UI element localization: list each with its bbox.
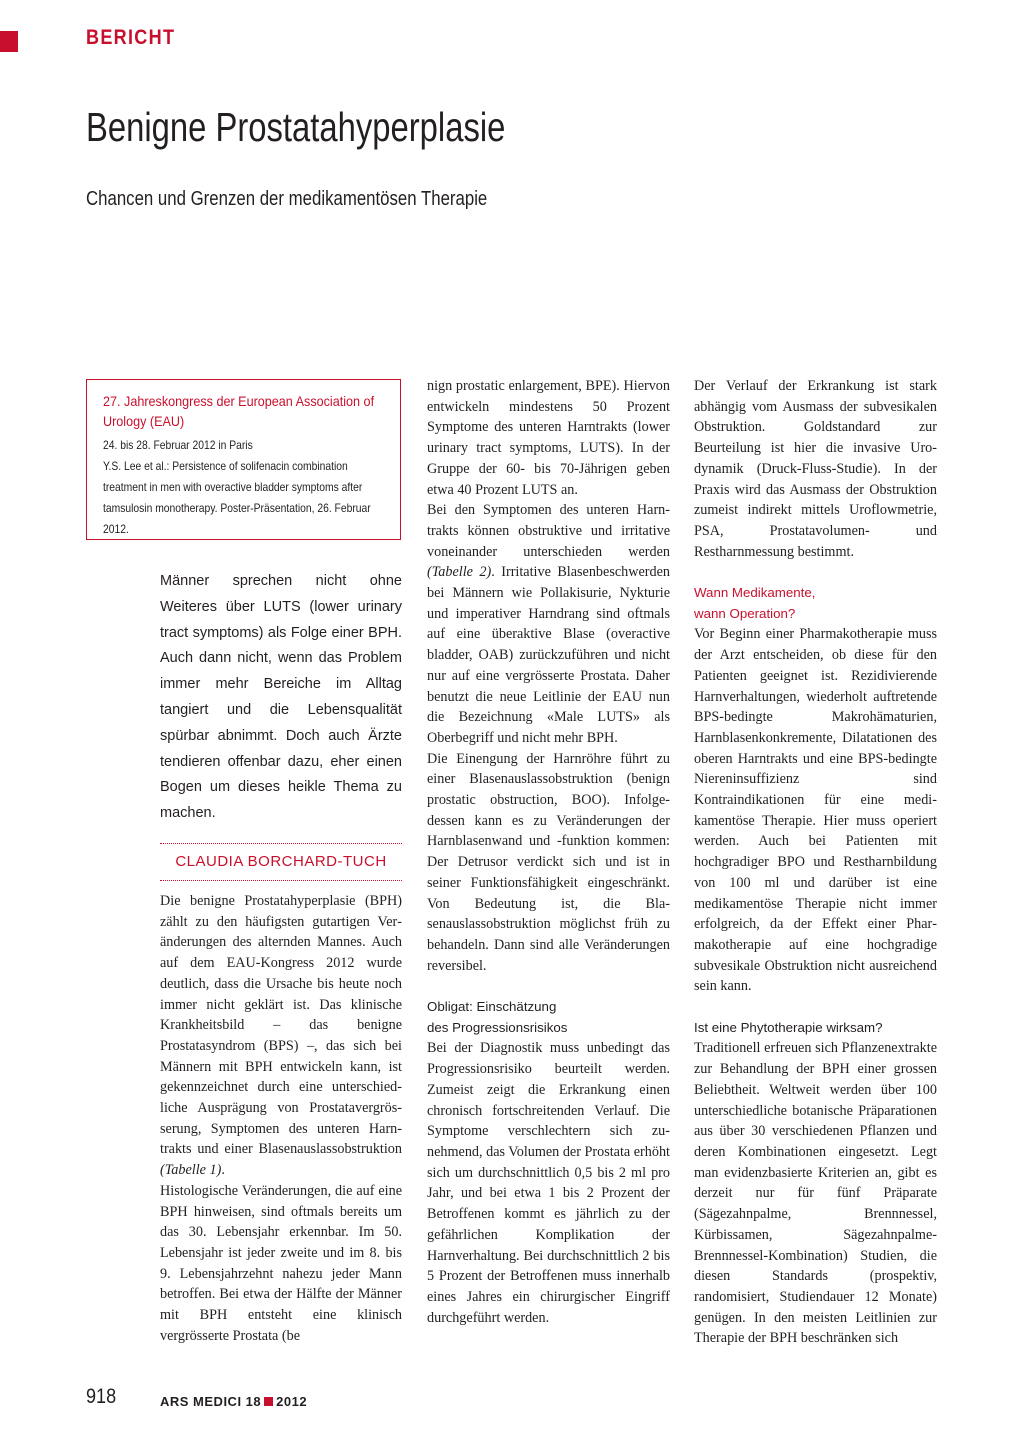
infobox-date: 24. bis 28. Februar 2012 in Paris (103, 438, 253, 452)
section-label: BERICHT (86, 26, 176, 49)
article-title: Benigne Prostatahyperplasie (86, 104, 506, 150)
table-reference: (Tabelle 2) (427, 564, 492, 581)
subheading: Obligat: Einschätzung des Progressionsrisikos (427, 999, 568, 1035)
author-name: CLAUDIA BORCHARD-TUCH (175, 853, 387, 870)
body-column-2 (427, 376, 670, 1328)
paragraph: Traditionell erfreuen sich Pflanzenextrakte zur Behandlung der BPH einer grossen Beliebtheit. Weltweit werden über 100 unterschiedliche botanische Präparationen aus über 30 verschiedenen Pflanzen und deren Kombinationen eingesetzt. Legt man evidenzbasierte Kriterien an, gibt es derzeit nur für fünf Präparate (Sägezahnpalme, Brennnessel, Kürbissamen, Sägezahnpalme-Brennnessel-Kombination) Studien, die diesen Standards (prospektiv, randomisiert, Studiendauer 12 Monate) genügen. In den meisten Leitlinien zur Therapie der BPH beschränken sich (694, 1040, 937, 1347)
body-column-3 (694, 376, 937, 1349)
lead-paragraph: Männer sprechen nicht ohne Weiteres über LUTS (lower urinary tract symptoms) als Folge einer BPH. Auch dann nicht, wenn das Problem immer mehr Bereiche im Alltag tangiert und die Lebensqualität spürbar abnimmt. Doch auch Ärzte tendieren offenbar dazu, eher einen Bogen um dieses heikle Thema zu machen. (160, 573, 402, 822)
section-marker (0, 31, 18, 52)
magazine-footer: ARS MEDICI 18 2012 (160, 1394, 308, 1409)
infobox-reference: Y.S. Lee et al.: Persistence of solifenacin combination treatment in men with overactive bladder symptoms after tamsulosin monotherapy. Poster-Präsentation, 26. Februar 2012. (103, 459, 371, 536)
page-number: 918 (86, 1385, 117, 1408)
table-reference: (Tabelle 1) (160, 1162, 222, 1179)
paragraph: Histologische Veränderungen, die auf eine BPH hinweisen, sind oftmals bereits um das 30. Lebensjahr erkennbar. Im 50. Lebensjahr ist jeder zweite und im 8. bis 9. Lebensjahrzehnt nahezu jeder Mann betroffen. Bei etwa der Hälfte der Männer mit BPH entsteht eine klinisch vergrösserte Prostata (be (160, 1182, 402, 1344)
paragraph: Bei den Symptomen des unteren Harntrakts können obstruktive und irritative voneinander unterschieden werden (Tabelle 2). Irritative Blasenbeschwerden bei Männern wie Pollakisurie, Nykturie und imperativer Harndrang sind oftmals auf eine überaktive Blase (overactive bladder, OAB) zurückzuführen und nicht nur auf eine vergrösserte Prostata. Daher benutzt die neue Leitlinie der EAU nun die Bezeichnung «Male LUTS» als Oberbegriff und nicht mehr BPH. (427, 502, 670, 746)
paragraph: Der Verlauf der Erkrankung ist stark abhängig vom Ausmass der subvesikalen Obstruktion. Goldstandard zur Beurteilung ist hier die invasive Urodynamik (Druck-Fluss-Studie). In der Praxis wird das Ausmass der Obstruktion zumeist indirekt mittels Uroflowmetrie, PSA, Prostatavolumen- und Restharnmessung bestimmt. (694, 378, 937, 560)
subheading: Ist eine Phytotherapie wirksam? (694, 1019, 883, 1035)
paragraph: Vor Beginn einer Pharmakotherapie muss der Arzt entscheiden, ob diese für den Patienten geeignet ist. Rezidivierende Harnverhaltungen, wiederholt auftretende BPS-bedingte Makrohämaturien, Harnblasenkonkremente, Dilatationen des oberen Harntrakts und eine BPS-bedingte Niereninsuffizienz sind Kontraindikationen für eine medikamentöse Therapie. Hier muss operiert werden. Auch bei Patienten mit hochgradiger BPO und Restharnbildung von 100 ml und darüber ist eine medikamentöse Therapie nicht immer erfolgreich, da der Effekt einer Pharmakotherapie auf eine hochgradige subvesikale Obstruktion nicht ausreichend sein kann. (694, 626, 937, 995)
body-column-1 (160, 891, 402, 1346)
author-block (160, 843, 402, 881)
paragraph: Die Einengung der Harnröhre führt zu einer Blasenauslassobstruktion (benign prostatic obstruction, BOO). Infolgedessen kann es zu Veränderungen der Harnblasenwand und -funktion kommen: Der Detrusor verdickt sich und ist in seiner Funktionsfähigkeit eingeschränkt. Von Bedeutung ist, die Blasenauslassobstruktion möglichst früh zu behandeln. Dann sind alle Veränderungen reversibel. (427, 750, 670, 974)
paragraph: nign prostatic enlargement, BPE). Hiervon entwickeln mindestens 50 Prozent Symptome des unteren Harntrakts (lower urinary tract symptoms, LUTS). In der Gruppe der 60- bis 70-Jährigen geben etwa 40 Prozent LUTS an. (427, 378, 670, 498)
divider (160, 880, 402, 881)
paragraph: Bei der Diagnostik muss unbedingt das Progressionsrisiko beurteilt werden. Zumeist zeigt die Erkrankung einen chronisch fortschreitenden Verlauf. Die Symptome verschlechtern sich zunehmend, das Volumen der Prostata erhöht sich um durchschnittlich 0,5 bis 2 ml pro Jahr, und bei etwa 1 bis 2 Prozent der Betroffenen kommt es jährlich zu der gefährlichen Komplikation der Harnverhaltung. Bei durchschnittlich 2 bis 5 Prozent der Betroffenen muss innerhalb eines Jahres ein chirurgischer Eingriff durchgeführt werden. (427, 1040, 670, 1326)
square-icon (264, 1397, 273, 1406)
article-subtitle: Chancen und Grenzen der medikamentösen Therapie (86, 188, 488, 210)
congress-infobox (86, 379, 401, 540)
subheading: Wann Medikamente, wann Operation? (694, 585, 816, 621)
paragraph: Die benigne Prostatahyperplasie (BPH) zählt zu den häufigsten gutartigen Veränderungen des alternden Mannes. Auch auf dem EAU-Kongress 2012 wurde deutlich, dass die Ursache bis heute noch immer nicht geklärt ist. Das klinische Krankheitsbild – das benigne Prostatasyndrom (BPS) –, das sich bei Männern mit BPH entwickeln kann, ist gekennzeichnet durch eine unterschiedliche Ausprägung von Prostatavergrösserung, Symptomen des unteren Harntrakts und einer Blasenauslassobstruktion (Tabelle 1). (160, 893, 402, 1179)
infobox-title: 27. Jahreskongress der European Association of Urology (EAU) (103, 393, 375, 429)
